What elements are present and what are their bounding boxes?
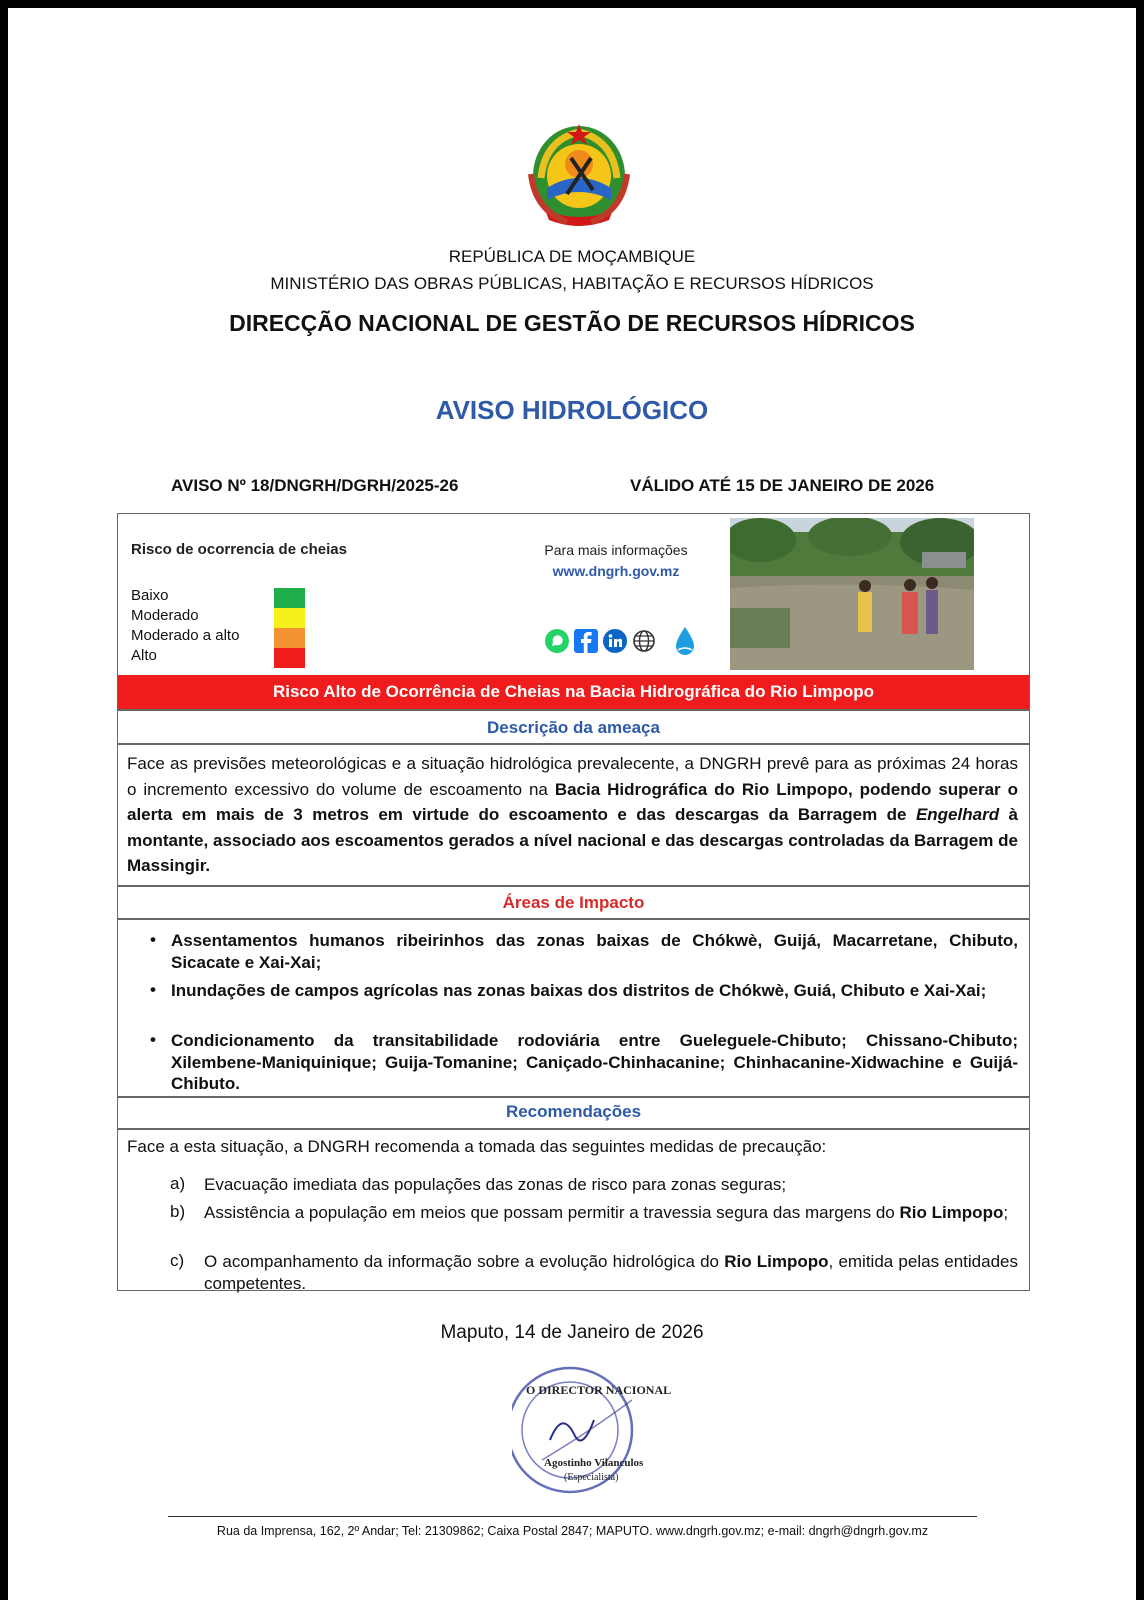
divider <box>118 885 1029 887</box>
signature-title: (Especialista) <box>564 1472 619 1483</box>
footer-divider <box>168 1516 977 1517</box>
legend-swatch-moderado-alto <box>274 628 305 648</box>
recommendation-item <box>204 1251 1018 1294</box>
bullet-icon: • <box>150 1030 156 1049</box>
water-drop-icon[interactable] <box>672 625 698 657</box>
section-heading-impact: Áreas de Impacto <box>502 893 645 912</box>
flood-photo <box>730 518 974 670</box>
recommendation-letter: b) <box>170 1202 186 1221</box>
legend-label-baixo: Baixo <box>131 587 169 604</box>
impact-item: Condicionamento da transitabilidade rodoviária entre Gueleguele-Chibuto; Chissano-Chibuto; Xilembene-Maniquinique; Guija-Tomanine; Caniçado-Chinhacanine; Chinhacanine-Xidwachine e Guijá-Chibuto. <box>171 1031 1018 1093</box>
bullet-icon: • <box>150 980 156 999</box>
recommendation-text-end: ; <box>1003 1203 1009 1222</box>
official-stamp <box>512 1360 732 1500</box>
info-label: Para mais informações <box>544 542 688 558</box>
country-name: REPÚBLICA DE MOÇAMBIQUE <box>448 247 696 266</box>
recommendation-letter: c) <box>170 1251 185 1270</box>
legend-swatch-baixo <box>274 588 305 608</box>
recommendation-letter: a) <box>170 1174 186 1193</box>
directorate-name: DIRECÇÃO NACIONAL DE GESTÃO DE RECURSOS HÍDRICOS <box>229 310 915 336</box>
recommendation-text-end: , emitida pelas entidades competentes. <box>204 1252 1018 1293</box>
recommendation-text: Evacuação imediata das populações das zonas de risco para zonas seguras; <box>204 1175 787 1194</box>
legend-title: Risco de ocorrencia de cheias <box>131 541 347 558</box>
description-bold-text-2: à montante, associado aos escoamentos gerados a nível nacional e das descargas controladas da Barragem de Massingir. <box>127 805 1018 875</box>
valid-until: VÁLIDO ATÉ 15 DE JANEIRO DE 2026 <box>630 476 935 495</box>
section-heading-description: Descrição da ameaça <box>487 718 660 737</box>
footer-address: Rua da Imprensa, 162, 2º Andar; Tel: 21309862; Caixa Postal 2847; MAPUTO. www.dngrh.gov.mz; e-mail: dngrh@dngrh.gov.mz <box>216 1524 929 1538</box>
recommendation-item <box>204 1174 1018 1196</box>
national-emblem <box>527 118 631 230</box>
facebook-icon[interactable] <box>573 628 599 654</box>
divider <box>118 1096 1029 1098</box>
legend-label-alto: Alto <box>131 647 157 664</box>
description-italic-text: Engelhard <box>915 805 1000 824</box>
whatsapp-icon[interactable] <box>544 628 570 654</box>
issue-date: Maputo, 14 de Janeiro de 2026 <box>440 1322 704 1343</box>
recommendations-intro: Face a esta situação, a DNGRH recomenda a tomada das seguintes medidas de precaução: <box>127 1137 827 1156</box>
divider <box>118 918 1029 920</box>
legend-swatch-alto <box>274 648 305 668</box>
impact-item: Inundações de campos agrícolas nas zonas baixas dos distritos de Chókwè, Guiá, Chibuto e Xai-Xai; <box>171 981 987 1000</box>
threat-description <box>127 751 1018 879</box>
legend-swatch-moderado <box>274 608 305 628</box>
signature-role: O DIRECTOR NACIONAL <box>526 1383 672 1397</box>
signature-name: Agostinho Vilanculos <box>544 1457 644 1469</box>
web-icon[interactable] <box>631 628 657 654</box>
divider <box>118 743 1029 745</box>
document-title: AVISO HIDROLÓGICO <box>435 395 709 425</box>
description-text: Face as previsões meteorológicas e a situação hidrológica prevalecente, a DNGRH prevê para as próximas 24 horas o incremento excessivo do volume de escoamento na <box>127 754 1018 799</box>
alert-banner: Risco Alto de Ocorrência de Cheias na Bacia Hidrográfica do Rio Limpopo <box>118 675 1029 709</box>
bullet-icon: • <box>150 930 156 949</box>
recommendation-item <box>204 1202 1018 1224</box>
aviso-number: AVISO Nº 18/DNGRH/DGRH/2025-26 <box>171 476 459 495</box>
website-link[interactable]: www.dngrh.gov.mz <box>552 563 680 579</box>
divider <box>118 709 1029 711</box>
recommendation-text: Assistência a população em meios que possam permitir a travessia segura das margens do <box>204 1203 900 1222</box>
recommendation-text: O acompanhamento da informação sobre a evolução hidrológica do <box>204 1252 725 1271</box>
legend-label-moderado: Moderado <box>131 607 199 624</box>
document-page <box>8 8 1136 1600</box>
ministry-name: MINISTÉRIO DAS OBRAS PÚBLICAS, HABITAÇÃO E RECURSOS HÍDRICOS <box>270 274 874 293</box>
recommendation-bold-text: Rio Limpopo <box>724 1252 829 1271</box>
linkedin-icon[interactable] <box>602 628 628 654</box>
impact-item: Assentamentos humanos ribeirinhos das zonas baixas de Chókwè, Guijá, Macarretane, Chibuto, Sicacate e Xai-Xai; <box>171 931 1018 972</box>
section-heading-recommendations: Recomendações <box>505 1102 642 1121</box>
legend-label-moderado-alto: Moderado a alto <box>131 627 240 644</box>
description-bold-text: Bacia Hidrográfica do Rio Limpopo, podendo superar o alerta em mais de 3 metros em virtude do escoamento e das descargas da Barragem de <box>127 779 1018 824</box>
recommendation-bold-text: Rio Limpopo <box>899 1203 1004 1222</box>
divider <box>118 1128 1029 1130</box>
